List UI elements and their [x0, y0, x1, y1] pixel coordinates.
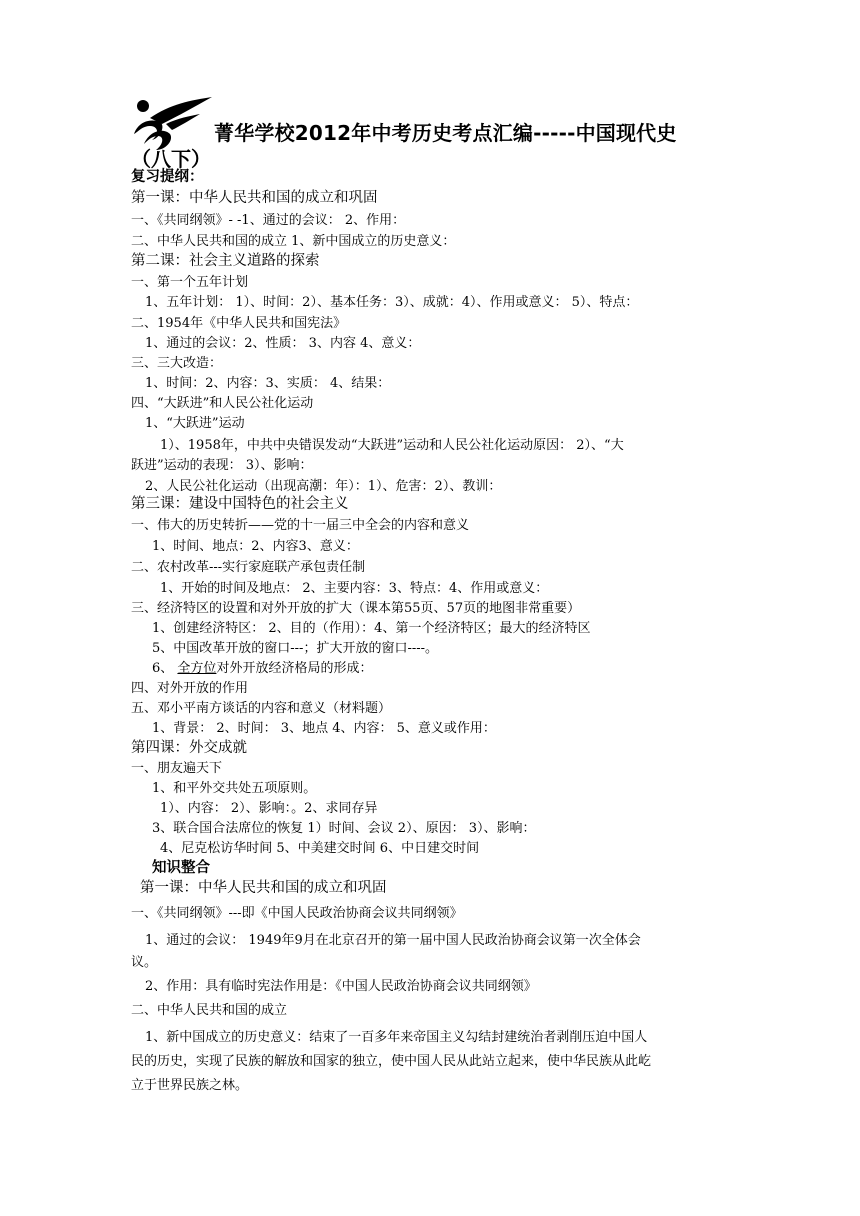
knowledge-line: 2、作用：具有临时宪法作用是：《中国人民政治协商会议共同纲领》	[145, 979, 537, 994]
knowledge-line: 1、通过的会议： 1949年9月在北京召开的第一届中国人民政治协商会议第一次全体会	[145, 933, 641, 948]
outline-line: 1、时间：2、内容：3、实质： 4、结果：	[145, 376, 391, 391]
outline-line: 二、1954年《中华人民共和国宪法》	[131, 316, 347, 331]
outline-line: 五、邓小平南方谈话的内容和意义（材料题）	[131, 701, 392, 716]
outline-line: 1、和平外交共处五项原则。	[152, 781, 317, 796]
outline-line: 跃进”运动的表现： 3）、影响：	[131, 458, 313, 473]
document-title: 菁华学校2012年中考历史考点汇编-----中国现代史	[214, 121, 677, 145]
lesson-heading: 第四课：外交成就	[131, 740, 247, 756]
outline-heading: 复习提纲：	[131, 169, 204, 185]
outline-line: 1、五年计划： 1）、时间：2）、基本任务：3）、成就：4）、作用或意义： 5）、特点：	[145, 295, 639, 310]
knowledge-line: 民的历史，实现了民族的解放和国家的独立，使中国人民从此站立起来，使中华民族从此屹	[131, 1054, 652, 1069]
lesson-heading: 第三课：建设中国特色的社会主义	[131, 496, 349, 512]
knowledge-line: 一、《共同纲领》---即《中国人民政治协商会议共同纲领》	[131, 906, 463, 921]
outline-line: 1、时间、地点：2、内容3、意义：	[152, 539, 359, 554]
outline-line: 四、“大跃进”和人民公社化运动	[131, 396, 314, 411]
outline-line-prefix: 6、	[152, 661, 174, 676]
outline-line: 1、创建经济特区： 2、目的（作用）：4、第一个经济特区；最大的经济特区	[152, 621, 591, 636]
outline-line: 三、三大改造：	[131, 356, 223, 371]
knowledge-line: 议。	[131, 955, 158, 970]
outline-line: 一、第一个五年计划	[131, 275, 249, 290]
lesson-heading: 第一课：中华人民共和国的成立和巩固	[131, 190, 378, 206]
knowledge-line: 1、新中国成立的历史意义：结束了一百多年来帝国主义勾结封建统治者剥削压迫中国人	[145, 1030, 648, 1045]
outline-line-rest: 对外开放经济格局的形成：	[216, 661, 373, 676]
document-title-continued: （八下）	[131, 147, 211, 171]
outline-line: 3、联合国合法席位的恢复 1）时间、会议 2）、原因： 3）、影响：	[152, 821, 536, 836]
outline-line	[152, 660, 372, 677]
outline-line: 一、《共同纲领》- -1、通过的会议： 2、作用：	[131, 213, 406, 228]
outline-line: 二、农村改革---实行家庭联产承包责任制	[131, 560, 366, 575]
outline-line: 5、中国改革开放的窗口---；扩大开放的窗口----。	[152, 641, 439, 656]
outline-line: 1、通过的会议：2、性质： 3、内容 4、意义：	[145, 336, 421, 351]
outline-line: 4、尼克松访华时间 5、中美建交时间 6、中日建交时间	[160, 841, 480, 856]
outline-line: 1、“大跃进”运动	[145, 416, 245, 431]
outline-line: 1）、1958年，中共中央错误发动“大跃进”运动和人民公社化运动原因： 2）、“大	[160, 438, 624, 453]
lesson-heading: 第二课：社会主义道路的探索	[131, 253, 320, 269]
knowledge-heading: 知识整合	[152, 860, 210, 876]
outline-line: 三、经济特区的设置和对外开放的扩大（课本第55页、57页的地图非常重要）	[131, 601, 581, 616]
outline-line: 四、对外开放的作用	[131, 681, 249, 696]
outline-line: 2、人民公社化运动（出现高潮：年）：1）、危害：2）、教训：	[145, 479, 502, 494]
outline-line: 1）、内容： 2）、影响：。2、求同存异	[160, 801, 378, 816]
outline-line: 二、中华人民共和国的成立 1、新中国成立的历史意义：	[131, 234, 456, 249]
lesson-heading: 第一课：中华人民共和国的成立和巩固	[140, 880, 387, 896]
outline-line: 一、朋友遍天下	[131, 761, 223, 776]
outline-line: 1、开始的时间及地点： 2、主要内容：3、特点：4、作用或意义：	[160, 581, 549, 596]
knowledge-line: 立于世界民族之林。	[131, 1078, 249, 1093]
underlined-term: 全方位	[177, 661, 217, 676]
knowledge-line: 二、中华人民共和国的成立	[131, 1003, 288, 1018]
outline-line: 一、伟大的历史转折——党的十一届三中全会的内容和意义	[131, 518, 470, 533]
outline-line: 1、背景： 2、时间： 3、地点 4、内容： 5、意义或作用：	[152, 721, 496, 736]
